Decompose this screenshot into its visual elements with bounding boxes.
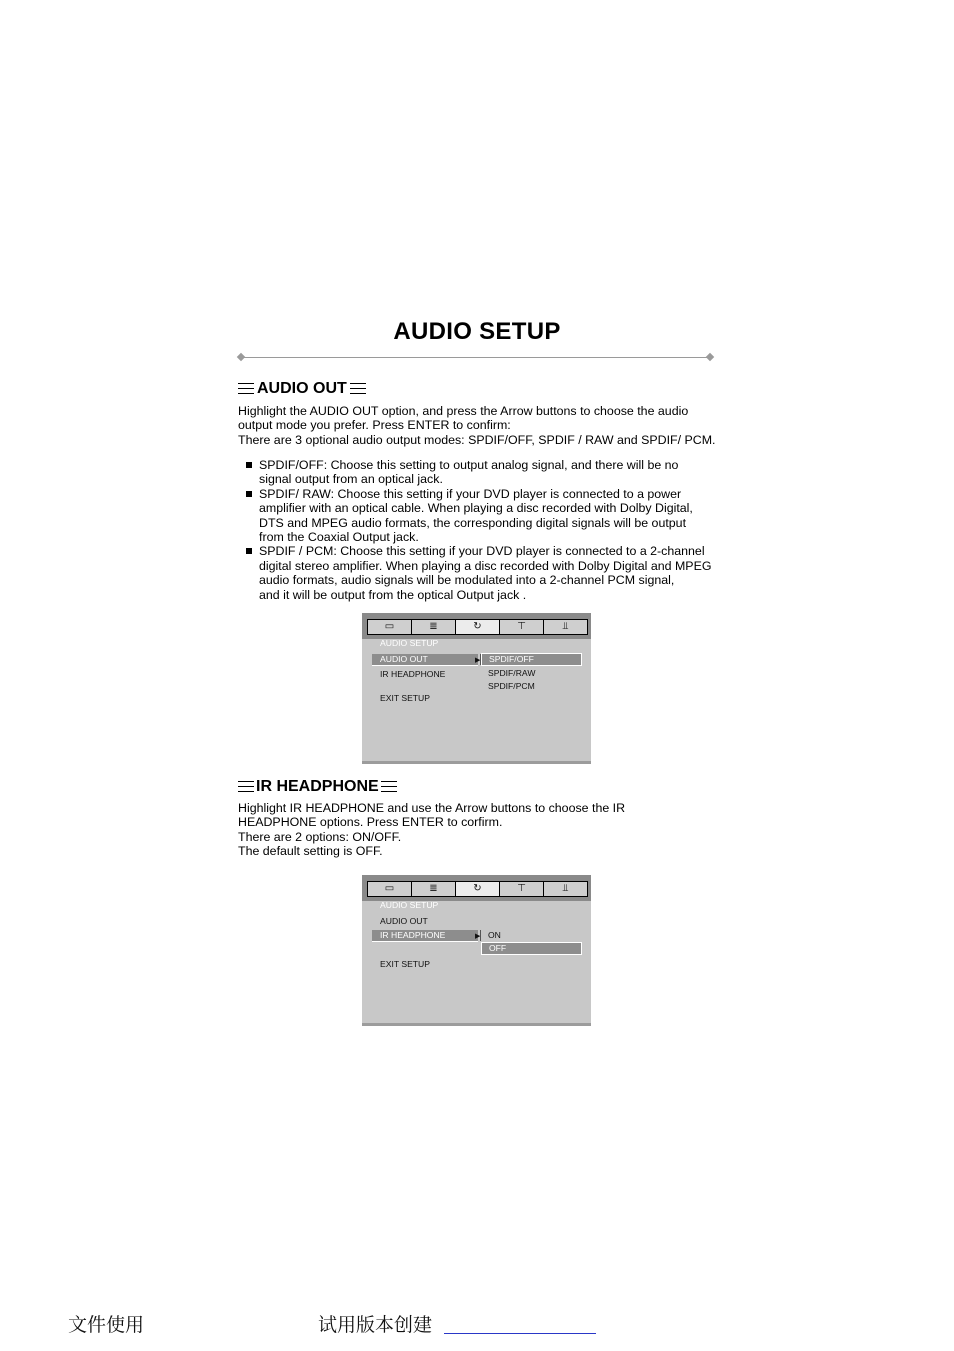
tab-general-icon: ▭ xyxy=(368,882,412,896)
intro-line: Highlight the AUDIO OUT option, and press the Arrow buttons to choose the audio xyxy=(238,404,689,418)
audio-out-heading xyxy=(238,379,366,399)
bullet-spdif-off xyxy=(246,458,746,487)
menu-item-exit-setup: EXIT SETUP xyxy=(380,693,430,703)
audio-out-heading-text: AUDIO OUT xyxy=(257,380,347,397)
footer-right-text: 试用版本创建 xyxy=(318,1314,433,1336)
footer-left-text: 文件使用 xyxy=(68,1314,145,1336)
option-off: OFF xyxy=(481,942,582,955)
bullet-line: from the Coaxial Output jack. xyxy=(259,530,419,545)
menu-bottom-bar xyxy=(362,1023,591,1026)
page-title: AUDIO SETUP xyxy=(393,318,561,345)
ir-headphone-heading-text: IR HEADPHONE xyxy=(256,778,379,795)
bullet-square-icon xyxy=(246,548,252,554)
audio-out-menu-screenshot xyxy=(362,613,591,764)
ir-headphone-heading xyxy=(238,777,397,797)
menu-item-exit-setup: EXIT SETUP xyxy=(380,959,430,969)
menu-lines-icon xyxy=(238,383,254,395)
tab-preference-icon: ⫫ xyxy=(562,621,569,632)
option-spdif-raw: SPDIF/RAW xyxy=(488,668,536,678)
rule-left-diamond xyxy=(237,353,245,361)
menu-item-ir-headphone: IR HEADPHONE xyxy=(372,930,478,942)
menu-item-audio-out: AUDIO OUT xyxy=(372,654,478,666)
bullet-spdif-pcm xyxy=(246,544,746,602)
bullet-line: and it will be output from the optical Output jack . xyxy=(259,587,527,602)
bullet-line: SPDIF / PCM: Choose this setting if your DVD player is connected to a 2-channel xyxy=(259,544,705,559)
audio-out-bullets xyxy=(246,458,746,602)
intro-line: output mode you prefer. Press ENTER to confirm: xyxy=(238,418,511,433)
bullet-line: amplifier with an optical cable. When playing a disc recorded with Dolby Digital, xyxy=(259,501,693,516)
tab-preference-icon: ⫫ xyxy=(562,883,569,894)
bullet-line: SPDIF/ RAW: Choose this setting if your DVD player is connected to a power xyxy=(259,486,682,501)
menu-lines-icon xyxy=(350,383,366,395)
title-rule xyxy=(240,357,712,358)
intro-line: There are 3 optional audio output modes: SPDIF/OFF, SPDIF / RAW and SPDIF/ PCM. xyxy=(238,432,716,447)
menu-item-audio-out: AUDIO OUT xyxy=(380,916,428,926)
bullet-line: DTS and MPEG audio formats, the corresponding digital signals will be output xyxy=(259,515,687,530)
tab-video-icon: ⊤ xyxy=(500,882,544,896)
menu-heading: AUDIO SETUP xyxy=(380,638,439,648)
tab-audio-icon: ↻ xyxy=(456,882,500,896)
intro-line: HEADPHONE options. Press ENTER to corfirm. xyxy=(238,815,503,830)
tab-video-icon: ⊤ xyxy=(500,620,544,634)
menu-item-ir-headphone: IR HEADPHONE xyxy=(380,669,446,679)
bullet-line: signal output from an optical jack. xyxy=(259,472,443,487)
bullet-square-icon xyxy=(246,462,252,468)
menu-divider xyxy=(480,930,481,941)
bullet-line: digital stereo amplifier. When playing a disc recorded with Dolby Digital and MPEG xyxy=(259,558,712,573)
bullet-line: SPDIF/OFF: Choose this setting to output analog signal, and there will be no xyxy=(259,458,679,472)
ir-headphone-intro xyxy=(238,801,738,859)
intro-line: There are 2 options: ON/OFF. xyxy=(238,829,402,844)
menu-heading: AUDIO SETUP xyxy=(380,900,439,910)
tab-audio-icon: ↻ xyxy=(456,620,500,634)
bullet-square-icon xyxy=(246,491,252,497)
footer-link-underline[interactable] xyxy=(444,1333,596,1334)
arrow-right-icon: ▶ xyxy=(475,657,481,664)
bullet-spdif-raw xyxy=(246,487,746,545)
menu-tabs xyxy=(367,619,588,635)
intro-line: Highlight IR HEADPHONE and use the Arrow buttons to choose the IR xyxy=(238,801,626,815)
option-on: ON xyxy=(488,930,501,940)
tab-general-icon: ▭ xyxy=(368,620,412,634)
bullet-line: audio formats, audio signals will be modulated into a 2-channel PCM signal, xyxy=(259,573,675,588)
tab-language-icon: ≣ xyxy=(412,882,456,896)
menu-bottom-bar xyxy=(362,761,591,764)
ir-headphone-menu-screenshot xyxy=(362,875,591,1026)
option-spdif-pcm: SPDIF/PCM xyxy=(488,681,535,691)
arrow-right-icon: ▶ xyxy=(475,933,481,940)
rule-right-diamond xyxy=(706,353,714,361)
audio-out-intro xyxy=(238,404,738,447)
tab-language-icon: ≣ xyxy=(412,620,456,634)
intro-line: The default setting is OFF. xyxy=(238,844,383,859)
menu-lines-icon xyxy=(381,781,397,793)
menu-tabs xyxy=(367,881,588,897)
menu-lines-icon xyxy=(238,781,254,793)
option-spdif-off: SPDIF/OFF xyxy=(481,653,582,666)
